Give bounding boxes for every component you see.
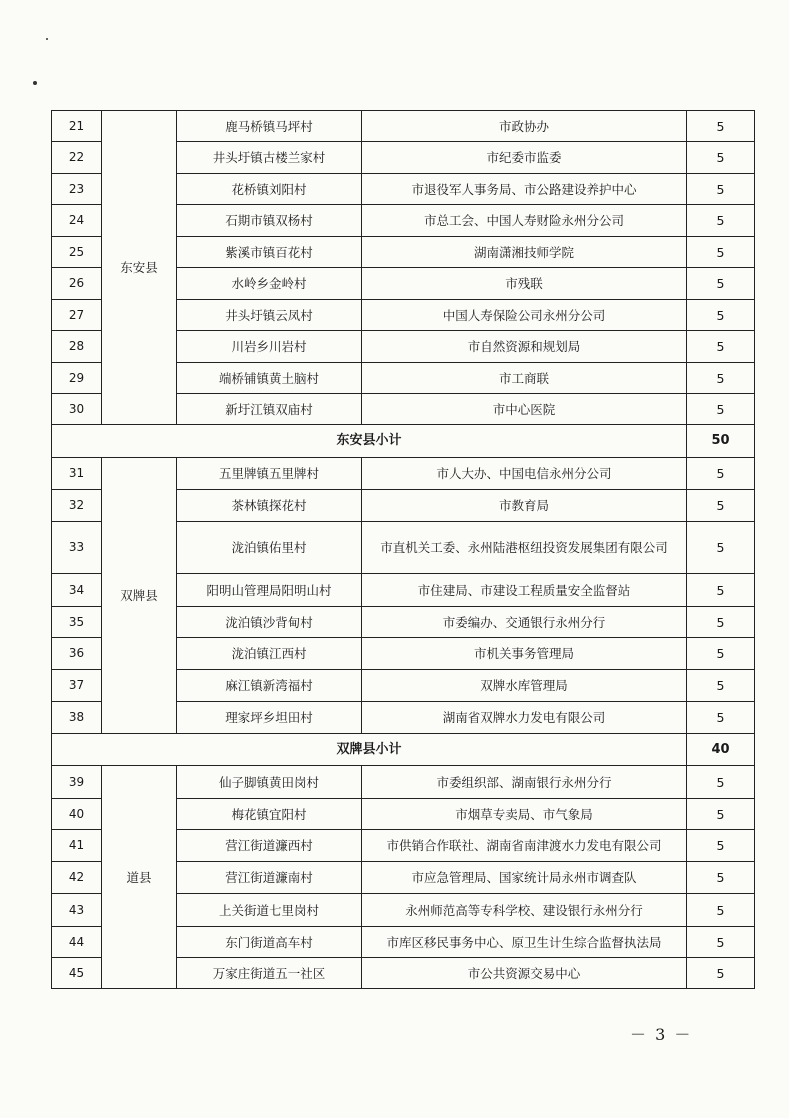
row-number: 30 bbox=[52, 394, 102, 425]
assigned-units-cell: 双牌水库管理局 bbox=[362, 670, 687, 702]
count-cell: 5 bbox=[687, 300, 755, 331]
row-number: 40 bbox=[52, 799, 102, 830]
village-cell: 石期市镇双杨村 bbox=[177, 205, 362, 237]
village-cell: 麻江镇新湾福村 bbox=[177, 670, 362, 702]
table-row bbox=[52, 111, 755, 142]
assigned-units-cell: 市自然资源和规划局 bbox=[362, 331, 687, 363]
assigned-units-cell: 市供销合作联社、湖南省南津渡水力发电有限公司 bbox=[362, 830, 687, 862]
assigned-units-cell: 湖南省双牌水力发电有限公司 bbox=[362, 702, 687, 734]
count-cell: 5 bbox=[687, 394, 755, 425]
count-cell: 5 bbox=[687, 458, 755, 490]
assigned-units-cell: 市公共资源交易中心 bbox=[362, 958, 687, 989]
row-number: 35 bbox=[52, 607, 102, 638]
assigned-units-cell: 市残联 bbox=[362, 268, 687, 300]
village-cell: 端桥铺镇黄土脑村 bbox=[177, 363, 362, 394]
village-cell: 水岭乡金岭村 bbox=[177, 268, 362, 300]
assigned-units-cell: 市机关事务管理局 bbox=[362, 638, 687, 670]
assigned-units-cell: 市应急管理局、国家统计局永州市调查队 bbox=[362, 862, 687, 894]
row-number: 34 bbox=[52, 574, 102, 607]
assigned-units-cell: 市工商联 bbox=[362, 363, 687, 394]
scan-speck bbox=[46, 38, 48, 40]
assigned-units-cell: 市政协办 bbox=[362, 111, 687, 142]
assigned-units-cell: 市住建局、市建设工程质量安全监督站 bbox=[362, 574, 687, 607]
row-number: 28 bbox=[52, 331, 102, 363]
village-cell: 仙子脚镇黄田岗村 bbox=[177, 766, 362, 799]
village-cell: 井头圩镇古楼兰家村 bbox=[177, 142, 362, 174]
count-cell: 5 bbox=[687, 862, 755, 894]
county-cell: 道县 bbox=[102, 766, 177, 989]
assigned-units-cell: 市退役军人事务局、市公路建设养护中心 bbox=[362, 174, 687, 205]
row-number: 44 bbox=[52, 927, 102, 958]
count-cell: 5 bbox=[687, 237, 755, 268]
row-number: 32 bbox=[52, 490, 102, 522]
page-number: － 3 － bbox=[630, 1025, 693, 1044]
village-cell: 紫溪市镇百花村 bbox=[177, 237, 362, 268]
subtotal-value: 50 bbox=[687, 425, 755, 458]
village-cell: 花桥镇刘阳村 bbox=[177, 174, 362, 205]
village-cell: 万家庄街道五一社区 bbox=[177, 958, 362, 989]
subtotal-row bbox=[52, 734, 755, 766]
row-number: 33 bbox=[52, 522, 102, 574]
assigned-units-cell: 市总工会、中国人寿财险永州分公司 bbox=[362, 205, 687, 237]
village-cell: 川岩乡川岩村 bbox=[177, 331, 362, 363]
count-cell: 5 bbox=[687, 958, 755, 989]
subtotal-row bbox=[52, 425, 755, 458]
count-cell: 5 bbox=[687, 111, 755, 142]
village-cell: 茶林镇探花村 bbox=[177, 490, 362, 522]
assigned-units-cell: 市烟草专卖局、市气象局 bbox=[362, 799, 687, 830]
assigned-units-cell: 湖南潇湘技师学院 bbox=[362, 237, 687, 268]
assigned-units-cell: 市委组织部、湖南银行永州分行 bbox=[362, 766, 687, 799]
count-cell: 5 bbox=[687, 702, 755, 734]
assigned-units-cell: 永州师范高等专科学校、建设银行永州分行 bbox=[362, 894, 687, 927]
assigned-units-cell: 市教育局 bbox=[362, 490, 687, 522]
row-number: 39 bbox=[52, 766, 102, 799]
village-cell: 鹿马桥镇马坪村 bbox=[177, 111, 362, 142]
assigned-units-cell: 市库区移民事务中心、原卫生计生综合监督执法局 bbox=[362, 927, 687, 958]
row-number: 25 bbox=[52, 237, 102, 268]
village-cell: 梅花镇宜阳村 bbox=[177, 799, 362, 830]
count-cell: 5 bbox=[687, 174, 755, 205]
count-cell: 5 bbox=[687, 670, 755, 702]
row-number: 42 bbox=[52, 862, 102, 894]
assigned-units-cell: 市纪委市监委 bbox=[362, 142, 687, 174]
table-row bbox=[52, 766, 755, 799]
count-cell: 5 bbox=[687, 607, 755, 638]
row-number: 22 bbox=[52, 142, 102, 174]
row-number: 43 bbox=[52, 894, 102, 927]
row-number: 26 bbox=[52, 268, 102, 300]
assigned-units-cell: 市直机关工委、永州陆港枢纽投资发展集团有限公司 bbox=[362, 522, 687, 574]
row-number: 38 bbox=[52, 702, 102, 734]
count-cell: 5 bbox=[687, 830, 755, 862]
scan-speck bbox=[33, 81, 37, 85]
county-cell: 东安县 bbox=[102, 111, 177, 425]
village-cell: 东门街道高车村 bbox=[177, 927, 362, 958]
count-cell: 5 bbox=[687, 894, 755, 927]
row-number: 41 bbox=[52, 830, 102, 862]
table-row bbox=[52, 458, 755, 490]
village-cell: 营江街道濂南村 bbox=[177, 862, 362, 894]
allocation-table bbox=[51, 110, 755, 989]
village-cell: 泷泊镇佑里村 bbox=[177, 522, 362, 574]
subtotal-label: 双牌县小计 bbox=[52, 734, 687, 766]
row-number: 37 bbox=[52, 670, 102, 702]
row-number: 27 bbox=[52, 300, 102, 331]
row-number: 45 bbox=[52, 958, 102, 989]
row-number: 23 bbox=[52, 174, 102, 205]
count-cell: 5 bbox=[687, 205, 755, 237]
row-number: 36 bbox=[52, 638, 102, 670]
count-cell: 5 bbox=[687, 142, 755, 174]
subtotal-label: 东安县小计 bbox=[52, 425, 687, 458]
count-cell: 5 bbox=[687, 331, 755, 363]
count-cell: 5 bbox=[687, 766, 755, 799]
count-cell: 5 bbox=[687, 522, 755, 574]
village-cell: 营江街道濂西村 bbox=[177, 830, 362, 862]
row-number: 21 bbox=[52, 111, 102, 142]
village-cell: 五里牌镇五里牌村 bbox=[177, 458, 362, 490]
assigned-units-cell: 市人大办、中国电信永州分公司 bbox=[362, 458, 687, 490]
village-cell: 井头圩镇云凤村 bbox=[177, 300, 362, 331]
subtotal-value: 40 bbox=[687, 734, 755, 766]
row-number: 31 bbox=[52, 458, 102, 490]
assigned-units-cell: 市中心医院 bbox=[362, 394, 687, 425]
count-cell: 5 bbox=[687, 363, 755, 394]
count-cell: 5 bbox=[687, 490, 755, 522]
assigned-units-cell: 中国人寿保险公司永州分公司 bbox=[362, 300, 687, 331]
village-cell: 上关街道七里岗村 bbox=[177, 894, 362, 927]
count-cell: 5 bbox=[687, 799, 755, 830]
count-cell: 5 bbox=[687, 574, 755, 607]
village-cell: 理家坪乡坦田村 bbox=[177, 702, 362, 734]
village-cell: 阳明山管理局阳明山村 bbox=[177, 574, 362, 607]
count-cell: 5 bbox=[687, 638, 755, 670]
village-cell: 泷泊镇江西村 bbox=[177, 638, 362, 670]
village-cell: 新圩江镇双庙村 bbox=[177, 394, 362, 425]
row-number: 24 bbox=[52, 205, 102, 237]
assigned-units-cell: 市委编办、交通银行永州分行 bbox=[362, 607, 687, 638]
count-cell: 5 bbox=[687, 268, 755, 300]
row-number: 29 bbox=[52, 363, 102, 394]
village-cell: 泷泊镇沙背甸村 bbox=[177, 607, 362, 638]
count-cell: 5 bbox=[687, 927, 755, 958]
county-cell: 双牌县 bbox=[102, 458, 177, 734]
